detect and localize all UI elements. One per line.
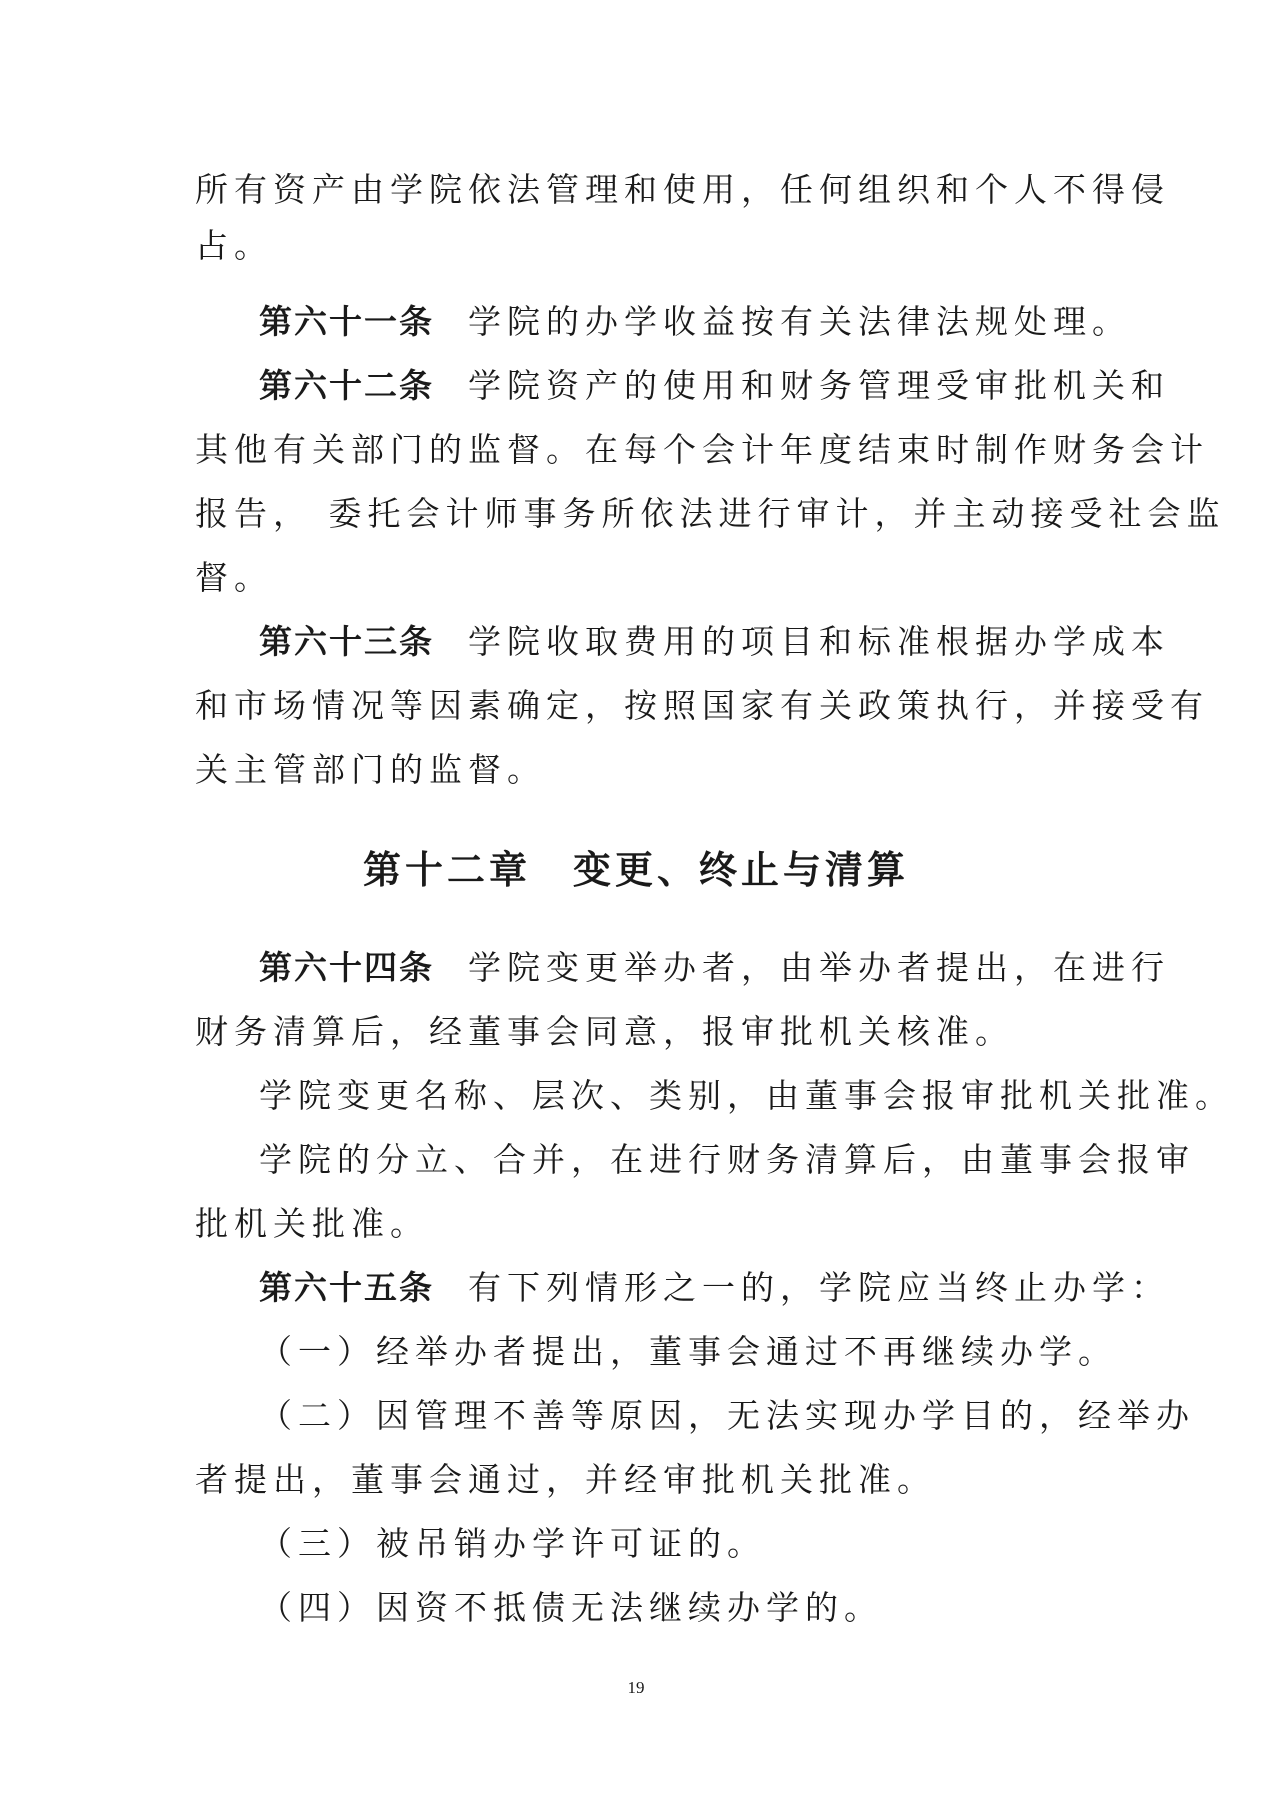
article-text: 学院收取费用的项目和标准根据办学成本 [468, 622, 1170, 661]
paragraph-line: 所有资产由学院依法管理和使用，任何组织和个人不得侵 [195, 170, 1170, 209]
paragraph-line: 批机关批准。 [195, 1204, 429, 1243]
paragraph-line: 学院变更名称、层次、类别，由董事会报审批机关批准。 [259, 1076, 1234, 1115]
paragraph-line: 财务清算后，经董事会同意，报审批机关核准。 [195, 1012, 1014, 1051]
chapter-title: 第十二章 变更、终止与清算 [362, 848, 909, 892]
article-label: 第六十二条 [259, 366, 434, 405]
list-item: （四）因资不抵债无法继续办学的。 [259, 1588, 883, 1627]
article-62 [259, 366, 1170, 406]
article-text: 学院变更举办者，由举办者提出，在进行 [468, 948, 1170, 987]
paragraph-line: 报告， 委托会计师事务所依法进行审计，并主动接受社会监 [195, 494, 1226, 533]
list-item-continuation: 者提出，董事会通过，并经审批机关批准。 [195, 1460, 936, 1499]
paragraph-line: 学院的分立、合并，在进行财务清算后，由董事会报审 [259, 1140, 1195, 1179]
paragraph-line: 关主管部门的监督。 [195, 750, 546, 789]
article-text: 有下列情形之一的，学院应当终止办学： [468, 1268, 1170, 1307]
paragraph-line: 占。 [195, 226, 273, 265]
article-63 [259, 622, 1170, 662]
article-label: 第六十五条 [259, 1268, 434, 1307]
list-item: （二）因管理不善等原因，无法实现办学目的，经举办 [259, 1396, 1195, 1435]
article-label: 第六十一条 [259, 302, 434, 341]
article-65 [259, 1268, 1170, 1308]
article-text: 学院资产的使用和财务管理受审批机关和 [468, 366, 1170, 405]
article-label: 第六十三条 [259, 622, 434, 661]
paragraph-line: 督。 [195, 558, 273, 597]
list-item: （一）经举办者提出，董事会通过不再继续办学。 [259, 1332, 1117, 1371]
article-text: 学院的办学收益按有关法律法规处理。 [468, 302, 1131, 341]
list-item: （三）被吊销办学许可证的。 [259, 1524, 766, 1563]
article-64 [259, 948, 1170, 988]
paragraph-line: 其他有关部门的监督。在每个会计年度结束时制作财务会计 [195, 430, 1209, 469]
paragraph-line: 和市场情况等因素确定，按照国家有关政策执行，并接受有 [195, 686, 1209, 725]
article-61 [259, 302, 1131, 342]
article-label: 第六十四条 [259, 948, 434, 987]
page-number: 19 [627, 1678, 645, 1697]
